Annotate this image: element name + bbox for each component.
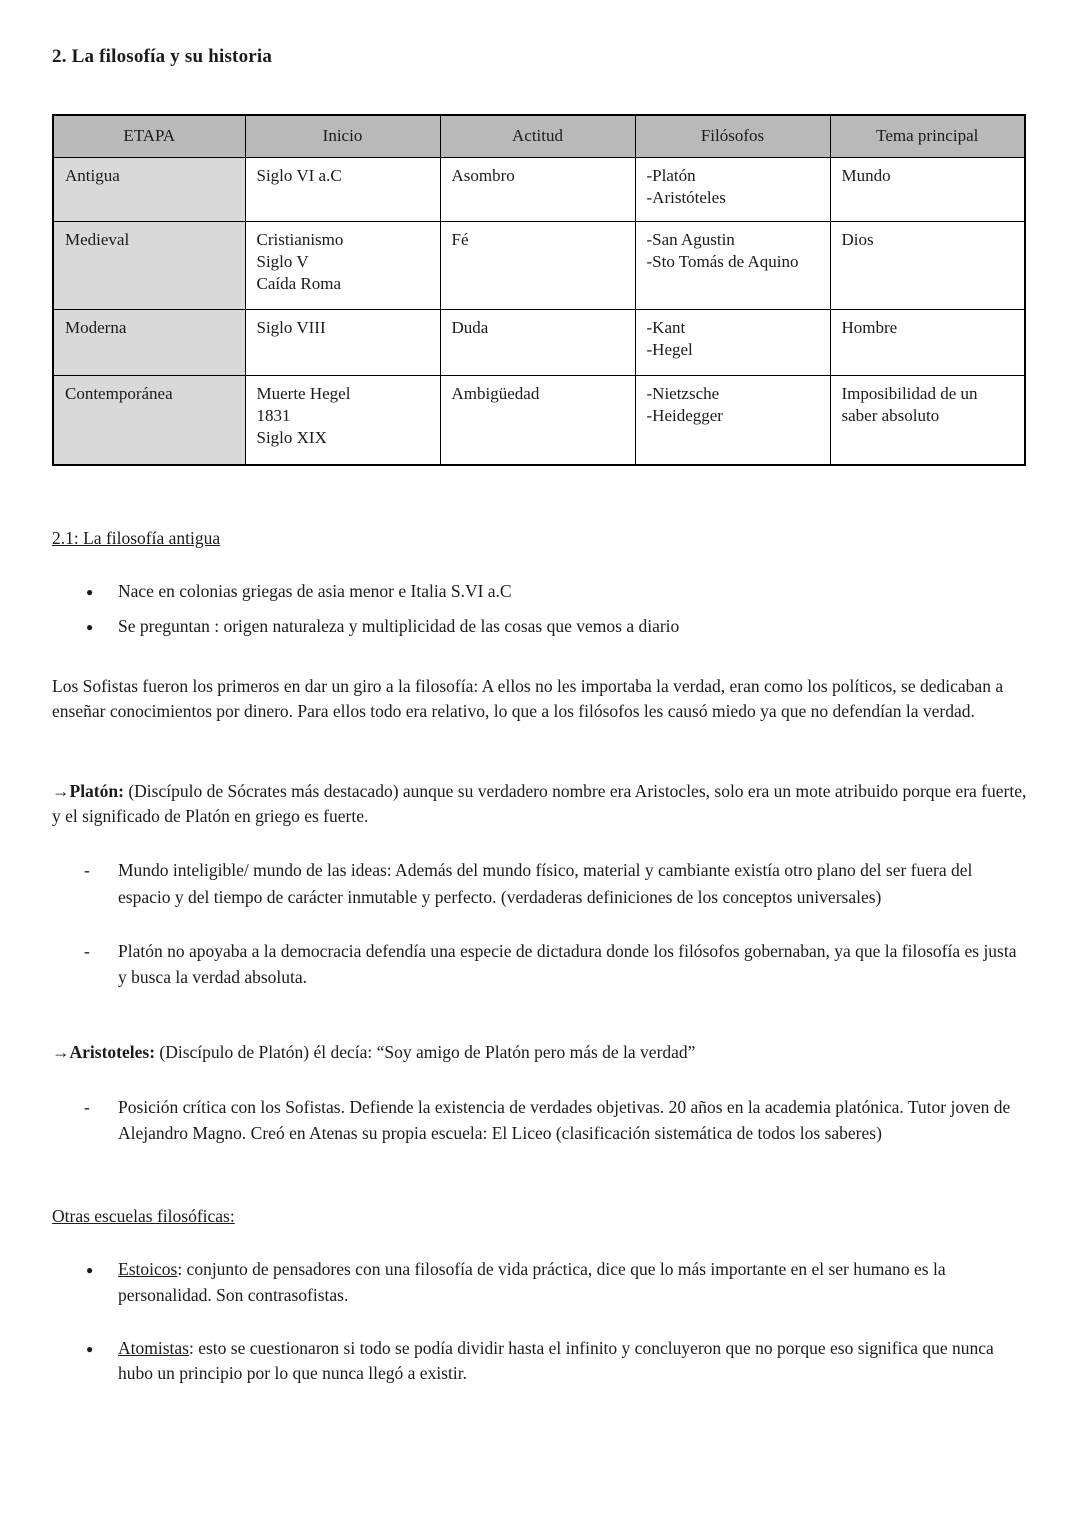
list-item: ● Se preguntan : origen naturaleza y multiplicidad de las cosas que vemos a diario: [86, 614, 1028, 639]
otras-escuelas-list: [52, 1257, 1028, 1387]
platon-label: →Platón:: [52, 780, 124, 801]
platon-paragraph: [52, 779, 1028, 830]
cell-actitud: Duda: [440, 309, 635, 375]
cell-tema: Dios: [830, 221, 1025, 309]
table-row: [53, 157, 1025, 221]
cell-filosofos: -San Agustin -Sto Tomás de Aquino: [635, 221, 830, 309]
list-item: [86, 1336, 1028, 1387]
cell-filosofos: -Platón -Aristóteles: [635, 157, 830, 221]
cell-actitud: Fé: [440, 221, 635, 309]
cell-etapa: Moderna: [53, 309, 245, 375]
aristoteles-intro: (Discípulo de Platón) él decía: “Soy amigo de Platón pero más de la verdad”: [155, 1042, 696, 1063]
cell-inicio: Siglo VI a.C: [245, 157, 440, 221]
cell-filosofos: -Kant -Hegel: [635, 309, 830, 375]
cell-etapa: Contemporánea: [53, 375, 245, 465]
cell-tema: Mundo: [830, 157, 1025, 221]
list-item: - Posición crítica con los Sofistas. Defiende la existencia de verdades objetivas. 20 años en la academia platónica. Tutor joven de Alejandro Magno. Creó en Atenas su propia escuela: El Liceo (clasificación sistemática de todos los saberes): [84, 1094, 1028, 1147]
cell-tema: Imposibilidad de un saber absoluto: [830, 375, 1025, 465]
cell-actitud: Ambigüedad: [440, 375, 635, 465]
table-row: [53, 375, 1025, 465]
cell-etapa: Antigua: [53, 157, 245, 221]
table-row: [53, 221, 1025, 309]
section-heading-otras-escuelas: Otras escuelas filosóficas:: [52, 1206, 235, 1227]
cell-inicio: Siglo VIII: [245, 309, 440, 375]
cell-actitud: Asombro: [440, 157, 635, 221]
table-header-row: [53, 115, 1025, 157]
column-header-actitud: Actitud: [440, 115, 635, 157]
cell-filosofos: -Nietzsche -Heidegger: [635, 375, 830, 465]
list-item: - Platón no apoyaba a la democracia defendía una especie de dictadura donde los filósofos gobernaban, ya que la filosofía es justa y busca la verdad absoluta.: [84, 938, 1028, 991]
cell-inicio: Muerte Hegel 1831 Siglo XIX: [245, 375, 440, 465]
school-term: Atomistas: [118, 1337, 189, 1358]
school-term: Estoicos: [118, 1259, 178, 1280]
antigua-bullet-list: [52, 579, 1028, 640]
aristoteles-points-list: [52, 1094, 1028, 1147]
page-title: 2. La filosofía y su historia: [52, 46, 273, 67]
cell-etapa: Medieval: [53, 221, 245, 309]
aristoteles-paragraph: [52, 1040, 1028, 1065]
school-text: : conjunto de pensadores con una filosofía de vida práctica, dice que lo más importante en el ser humano es la personalidad. Son contrasofistas.: [118, 1259, 946, 1305]
column-header-etapa: ETAPA: [53, 115, 245, 157]
cell-inicio: Cristianismo Siglo V Caída Roma: [245, 221, 440, 309]
cell-tema: Hombre: [830, 309, 1025, 375]
philosophy-history-table: [52, 114, 1026, 466]
list-item: [86, 1257, 1028, 1308]
platon-points-list: [52, 857, 1028, 990]
platon-intro: (Discípulo de Sócrates más destacado) aunque su verdadero nombre era Aristocles, solo era un mote atribuido porque era fuerte, y el significado de Platón en griego es fuerte.: [52, 780, 1027, 826]
aristoteles-label: →Aristoteles:: [52, 1042, 156, 1063]
column-header-tema: Tema principal: [830, 115, 1025, 157]
column-header-filosofos: Filósofos: [635, 115, 830, 157]
list-item: ● Nace en colonias griegas de asia menor e Italia S.VI a.C: [86, 579, 1028, 604]
list-item: - Mundo inteligible/ mundo de las ideas: Además del mundo físico, material y cambiante existía otro plano del ser fuera del espacio y del tiempo de carácter inmutable y perfecto. (verdaderas definiciones de los conceptos universales): [84, 857, 1028, 910]
column-header-inicio: Inicio: [245, 115, 440, 157]
school-text: : esto se cuestionaron si todo se podía dividir hasta el infinito y concluyeron que no porque eso significa que nunca hubo un principio por lo que nunca llegó a existir.: [118, 1337, 994, 1384]
table-row: [53, 309, 1025, 375]
sofistas-paragraph: Los Sofistas fueron los primeros en dar un giro a la filosofía: A ellos no les importaba la verdad, eran como los políticos, se dedicaban a enseñar conocimientos por dinero. Para ellos todo era relativo, lo que a los filósofos les causó miedo ya que no defendían la verdad.: [52, 675, 1004, 722]
section-heading-filosofia-antigua: 2.1: La filosofía antigua: [52, 528, 221, 548]
